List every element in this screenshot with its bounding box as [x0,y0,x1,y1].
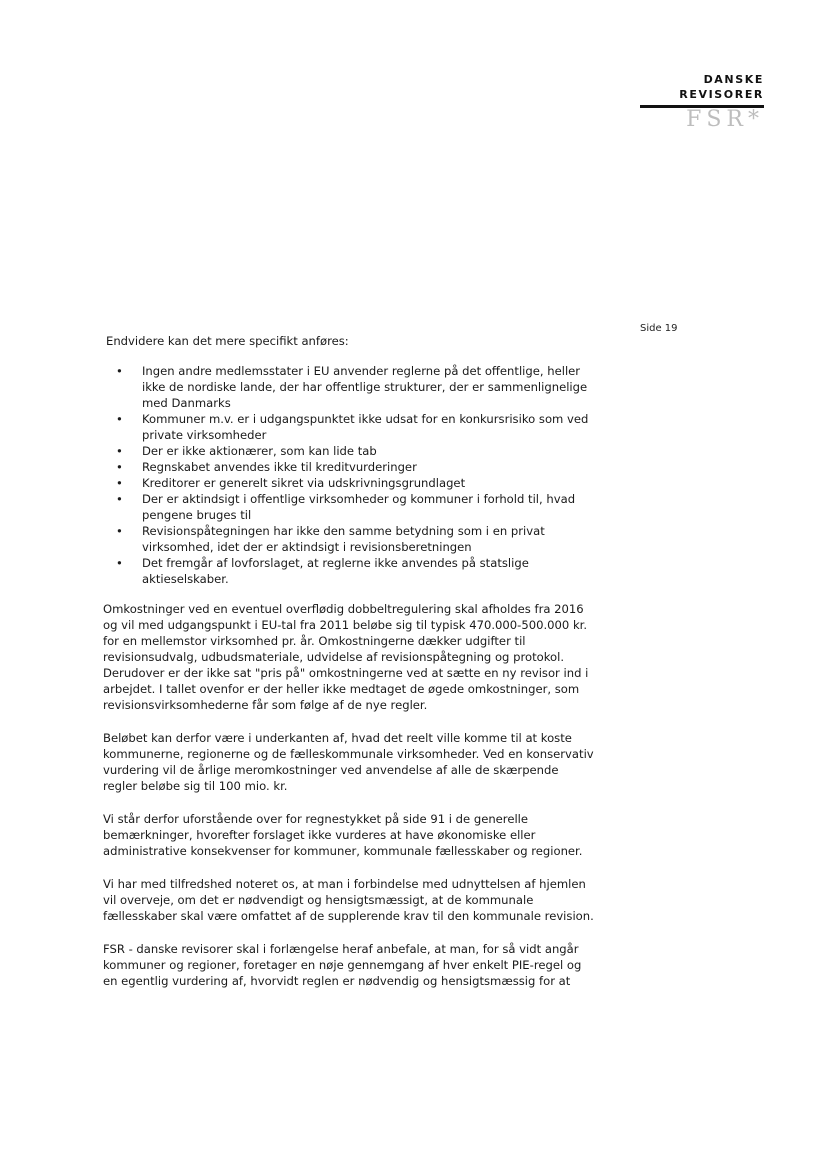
list-item [103,411,596,443]
bullet-icon: • [116,444,123,458]
paragraph-recommendation: FSR - danske revisorer skal i forlængelse heraf anbefale, at man, for så vidt angår kommuner og regioner, foretager en nøje gennemgang af hver enkelt PIE-regel og en egentlig vurdering af, hvorvidt reglen er nødvendig og hensigtsmæssig for at [103,942,582,988]
logo-mark-fsr: FSR* [686,107,764,132]
page-number: Side 19 [640,323,678,334]
list-item [103,491,596,523]
paragraph-calculation: Vi står derfor uforstående over for regnestykket på side 91 i de generelle bemærkninger, hvorefter forslaget ikke vurderes at have økonomiske eller administrative konsekvenser for kommuner, kommunale fællesskaber og regioner. [103,812,583,858]
intro-text: Endvidere kan det mere specifikt anføres: [106,334,349,348]
list-item [103,475,596,491]
logo-text-danske: DANSKE [703,73,764,86]
list-item-text: Det fremgår af lovforslaget, at reglerne ikke anvendes på statslige aktieselskaber. [142,556,529,586]
paragraph-amount: Beløbet kan derfor være i underkanten af, hvad det reelt ville komme til at koste kommunerne, regionerne og de fælleskommunale virksomheder. Ved en konservativ vurdering vil de årlige meromkostninger ved anvendelse af alle de skærpende regler beløbe sig til 100 mio. kr. [103,731,594,793]
bullet-icon: • [116,476,123,490]
list-item-text: Der er ikke aktionærer, som kan lide tab [142,444,377,458]
bullet-icon: • [116,460,123,474]
bullet-icon: • [116,412,123,426]
list-item [103,459,596,475]
bullet-icon: • [116,556,123,570]
bullet-icon: • [116,524,123,538]
list-item-text: Regnskabet anvendes ikke til kreditvurderinger [142,460,417,474]
bullet-icon: • [116,492,123,506]
logo-text-revisorer: REVISORER [679,88,764,101]
bullet-icon: • [116,364,123,378]
list-item-text: Der er aktindsigt i offentlige virksomheder og kommuner i forhold til, hvad pengene bruges til [142,492,576,522]
list-item-text: Kreditorer er generelt sikret via udskrivningsgrundlaget [142,476,466,490]
list-item-text: Revisionspåtegningen har ikke den samme betydning som i en privat virksomhed, idet der er aktindsigt i revisionsberetningen [142,524,545,554]
paragraph-costs: Omkostninger ved en eventuel overflødig dobbeltregulering skal afholdes fra 2016 og vil med udgangspunkt i EU-tal fra 2011 beløbe sig til typisk 470.000-500.000 kr. for en mellemstor virksomhed pr. år. Omkostningerne dækker udgifter til revisionsudvalg, udbudsmateriale, udvidelse af revisionspåtegning og protokol. Derudover er der ikke sat "pris på" omkostningerne ved at sætte en ny revisor ind i arbejdet. I tallet ovenfor er der heller ikke medtaget de øgede omkostninger, som revisionsvirksomhederne får som følge af de nye regler. [103,602,589,712]
list-item-text: Ingen andre medlemsstater i EU anvender reglerne på det offentlige, heller ikke de nordiske lande, der har offentlige strukturer, der er sammenlignelige med Danmarks [142,364,588,410]
list-item-text: Kommuner m.v. er i udgangspunktet ikke udsat for en konkursrisiko som ved private virksomheder [142,412,589,442]
document-body [103,333,596,1006]
list-item [103,555,596,587]
list-item [103,443,596,459]
bullet-list [103,363,596,587]
fsr-logo [640,72,764,132]
list-item [103,363,596,411]
list-item [103,523,596,555]
paragraph-satisfaction: Vi har med tilfredshed noteret os, at man i forbindelse med udnyttelsen af hjemlen vil overveje, om det er nødvendigt og hensigtsmæssigt, at de kommunale fællesskaber skal være omfattet af de supplerende krav til den kommunale revision. [103,877,594,923]
